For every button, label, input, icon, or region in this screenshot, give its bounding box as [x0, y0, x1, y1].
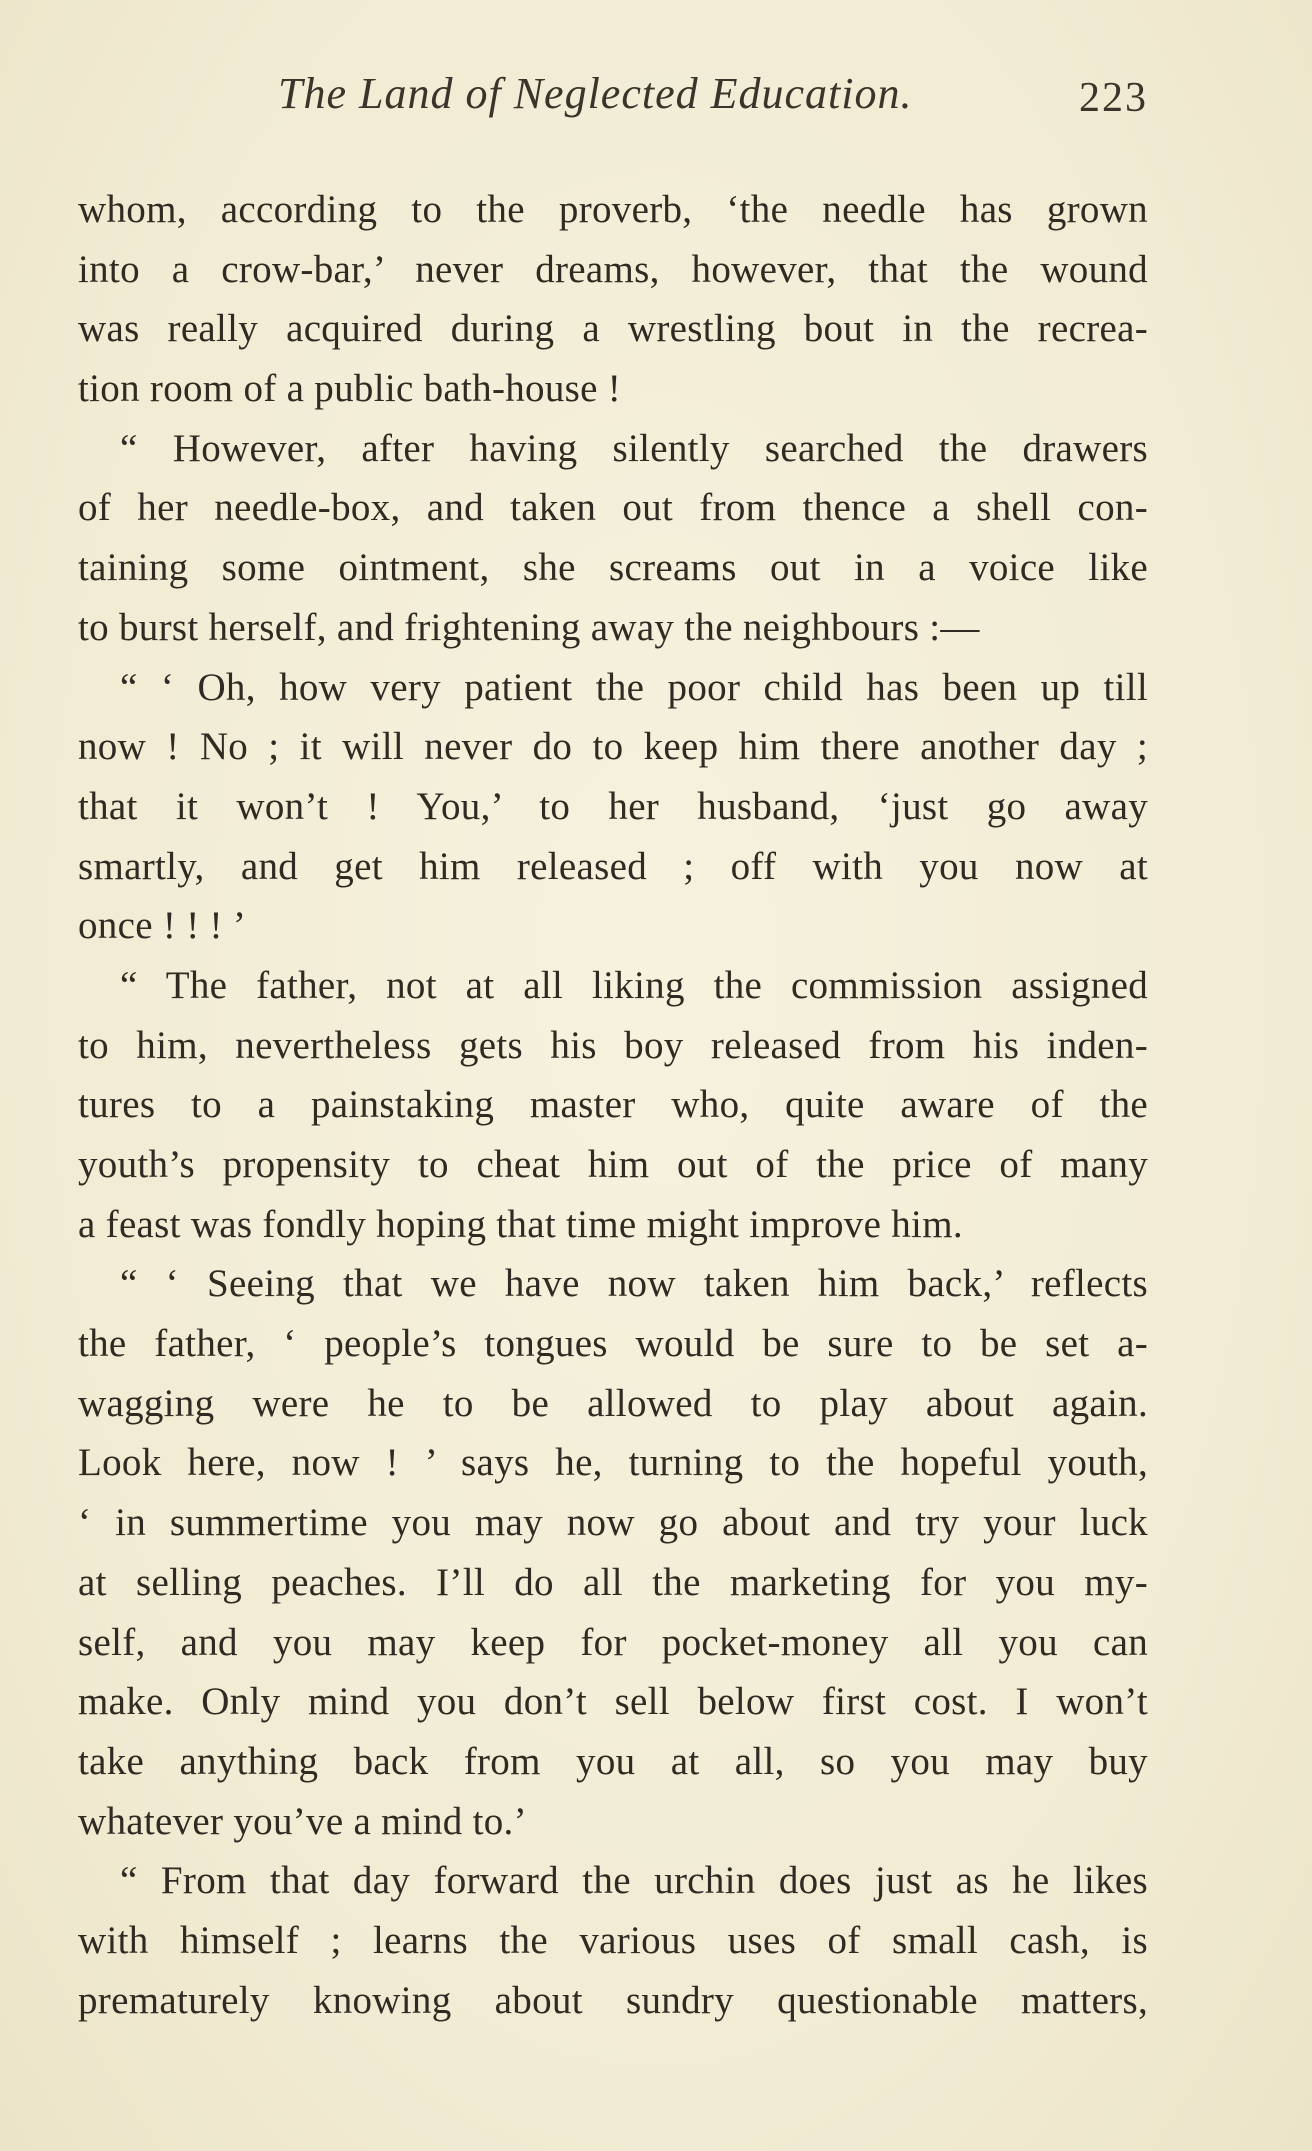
text-line: tion room of a public bath-house !	[78, 367, 622, 411]
text-line: take anything back from you at all, so you may buy	[78, 1739, 1148, 1783]
page-number: 223	[1079, 75, 1148, 121]
text-line: wagging were he to be allowed to play about again.	[78, 1381, 1148, 1425]
text-line: was really acquired during a wrestling bout in the recrea-	[78, 307, 1148, 351]
text-line: a feast was fondly hoping that time might improve him.	[78, 1202, 963, 1246]
text-line: with himself ; learns the various uses of small cash, is	[78, 1918, 1148, 1962]
text-line: now ! No ; it will never do to keep him there another day ;	[78, 725, 1148, 769]
text-line: prematurely knowing about sundry questionable matters,	[78, 1978, 1148, 2022]
text-line: that it won’t ! You,’ to her husband, ‘just go away	[78, 784, 1148, 828]
text-line: at selling peaches. I’ll do all the marketing for you my-	[78, 1560, 1148, 1604]
text-line: to him, nevertheless gets his boy released from his inden-	[78, 1023, 1148, 1067]
text-line: make. Only mind you don’t sell below first cost. I won’t	[78, 1680, 1148, 1724]
text-line: once ! ! ! ’	[78, 904, 247, 948]
text-line: taining some ointment, she screams out in a voice like	[78, 546, 1148, 590]
running-title: The Land of Neglected Education.	[278, 69, 913, 118]
text-line: tures to a painstaking master who, quite aware of the	[78, 1083, 1148, 1127]
text-line: “ From that day forward the urchin does just as he likes	[120, 1859, 1148, 1903]
text-line: whatever you’ve a mind to.’	[78, 1799, 527, 1843]
page-header	[78, 68, 1148, 128]
text-line: “ ‘ Oh, how very patient the poor child has been up till	[120, 665, 1148, 709]
text-line: ‘ in summertime you may now go about and try your luck	[78, 1501, 1148, 1545]
text-line: self, and you may keep for pocket-money all you can	[78, 1620, 1148, 1664]
text-line: youth’s propensity to cheat him out of the price of many	[78, 1143, 1148, 1186]
text-line: “ ‘ Seeing that we have now taken him back,’ reflects	[120, 1262, 1148, 1306]
text-line: into a crow-bar,’ never dreams, however, that the wound	[78, 247, 1148, 291]
text-line: whom, according to the proverb, ‘the needle has grown	[78, 188, 1148, 231]
body-text	[78, 180, 1148, 2030]
text-line: “ The father, not at all liking the commission assigned	[120, 963, 1148, 1007]
text-line: to burst herself, and frightening away the neighbours :—	[78, 605, 980, 649]
text-line: Look here, now ! ’ says he, turning to the hopeful youth,	[78, 1441, 1148, 1485]
text-line: of her needle-box, and taken out from thence a shell con-	[78, 486, 1148, 530]
text-line: “ However, after having silently searched the drawers	[120, 426, 1148, 470]
text-line: smartly, and get him released ; off with you now at	[78, 844, 1148, 888]
text-line: the father, ‘ people’s tongues would be sure to be set a-	[78, 1322, 1148, 1366]
